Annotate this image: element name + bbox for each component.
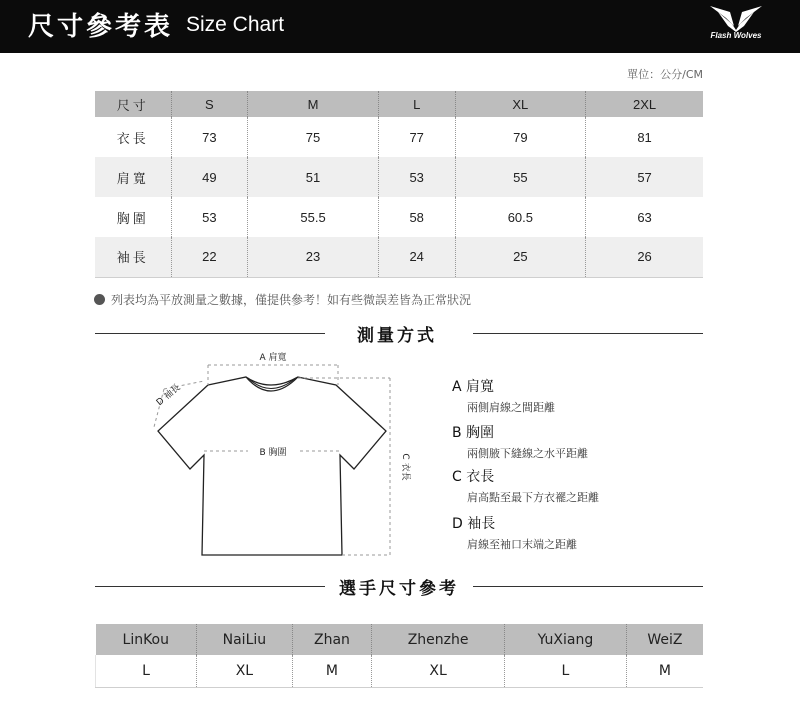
table-cell: 55 (455, 157, 586, 197)
player-size-table (95, 624, 703, 688)
table-cell: 55.5 (248, 197, 379, 237)
table-cell: 58 (378, 197, 455, 237)
table-cell: 75 (248, 117, 379, 157)
size-col-m: M (248, 91, 379, 117)
table-cell: 53 (171, 197, 248, 237)
measure-item-a (452, 376, 555, 415)
measure-desc: 肩線至袖口末端之距離 (467, 538, 577, 551)
page-subtitle: Size Chart (186, 13, 285, 36)
measure-desc: 兩側腋下縫線之水平距離 (467, 447, 588, 460)
collar-inner (248, 378, 296, 389)
player-name: YuXiang (505, 624, 627, 655)
table-row (95, 237, 703, 277)
table-row (96, 655, 704, 687)
table-cell: 57 (586, 157, 703, 197)
player-name: Zhenzhe (372, 624, 505, 655)
divider (95, 333, 325, 334)
logo-wordmark: Flash Wolves (710, 31, 762, 40)
bullet-icon (94, 294, 105, 305)
divider (95, 586, 325, 587)
table-cell: 23 (248, 237, 379, 277)
divider (473, 586, 703, 587)
label-a: A 肩寬 (259, 353, 287, 363)
table-cell: 51 (248, 157, 379, 197)
table-header-row (95, 91, 703, 117)
measure-title: B 胸圍 (452, 425, 495, 441)
table-cell: 53 (378, 157, 455, 197)
measure-desc: 肩高點至最下方衣襬之距離 (467, 491, 599, 504)
row-label: 肩寬 (95, 157, 171, 197)
table-cell: 24 (378, 237, 455, 277)
page-title: 尺寸參考表 (28, 12, 174, 42)
table-cell: 49 (171, 157, 248, 197)
player-size: XL (372, 655, 505, 687)
size-col-s: S (171, 91, 248, 117)
player-size: XL (197, 655, 293, 687)
tshirt-diagram (140, 345, 420, 570)
size-col-2xl: 2XL (586, 91, 703, 117)
row-label: 袖長 (95, 237, 171, 277)
measure-item-c (452, 466, 599, 505)
table-row (95, 117, 703, 157)
table-row (95, 157, 703, 197)
label-c: C 衣長 (400, 453, 410, 481)
row-label: 衣長 (95, 117, 171, 157)
size-chart-table (95, 91, 703, 278)
label-d: D 袖長 (154, 382, 183, 409)
shirt-outline (158, 377, 386, 555)
table-cell: 77 (378, 117, 455, 157)
measurement-note (94, 291, 471, 308)
table-cell: 22 (171, 237, 248, 277)
table-cell: 63 (637, 209, 652, 225)
player-size: M (626, 655, 703, 687)
player-size: L (96, 655, 197, 687)
divider (473, 333, 703, 334)
player-name: Zhan (292, 624, 371, 655)
table-cell: 73 (171, 117, 248, 157)
measure-item-b (452, 422, 588, 461)
table-cell: 79 (455, 117, 586, 157)
table-row (95, 197, 703, 237)
measurement-heading: 測量方式 (357, 326, 437, 346)
measure-desc: 兩側肩線之間距離 (467, 401, 555, 414)
players-section-heading (95, 576, 703, 599)
players-heading: 選手尺寸參考 (339, 579, 459, 599)
label-b: B 胸圍 (259, 448, 287, 458)
size-col-l: L (378, 91, 455, 117)
unit-label: 單位：公分/CM (627, 68, 703, 81)
player-size: M (292, 655, 371, 687)
measure-title: D 袖長 (452, 516, 496, 532)
measure-title: C 衣長 (452, 469, 495, 485)
table-cell: 60.5 (455, 197, 586, 237)
size-header-label: 尺寸 (95, 91, 171, 117)
table-header-row (96, 624, 704, 655)
player-size: L (505, 655, 627, 687)
size-col-xl: XL (455, 91, 586, 117)
note-text: 列表均為平放測量之數據，僅提供參考！如有些微誤差皆為正常狀況 (111, 293, 472, 307)
measure-item-d (452, 513, 577, 552)
measurement-section-heading (95, 323, 703, 346)
player-name: NaiLiu (197, 624, 293, 655)
player-name: WeiZ (626, 624, 703, 655)
player-name: LinKou (96, 624, 197, 655)
measure-title: A 肩寬 (452, 379, 495, 395)
table-cell: 25 (455, 237, 586, 277)
header-bar (0, 0, 800, 53)
table-cell: 81 (637, 129, 652, 145)
table-cell: 26 (586, 237, 703, 277)
row-label: 胸圍 (95, 197, 171, 237)
